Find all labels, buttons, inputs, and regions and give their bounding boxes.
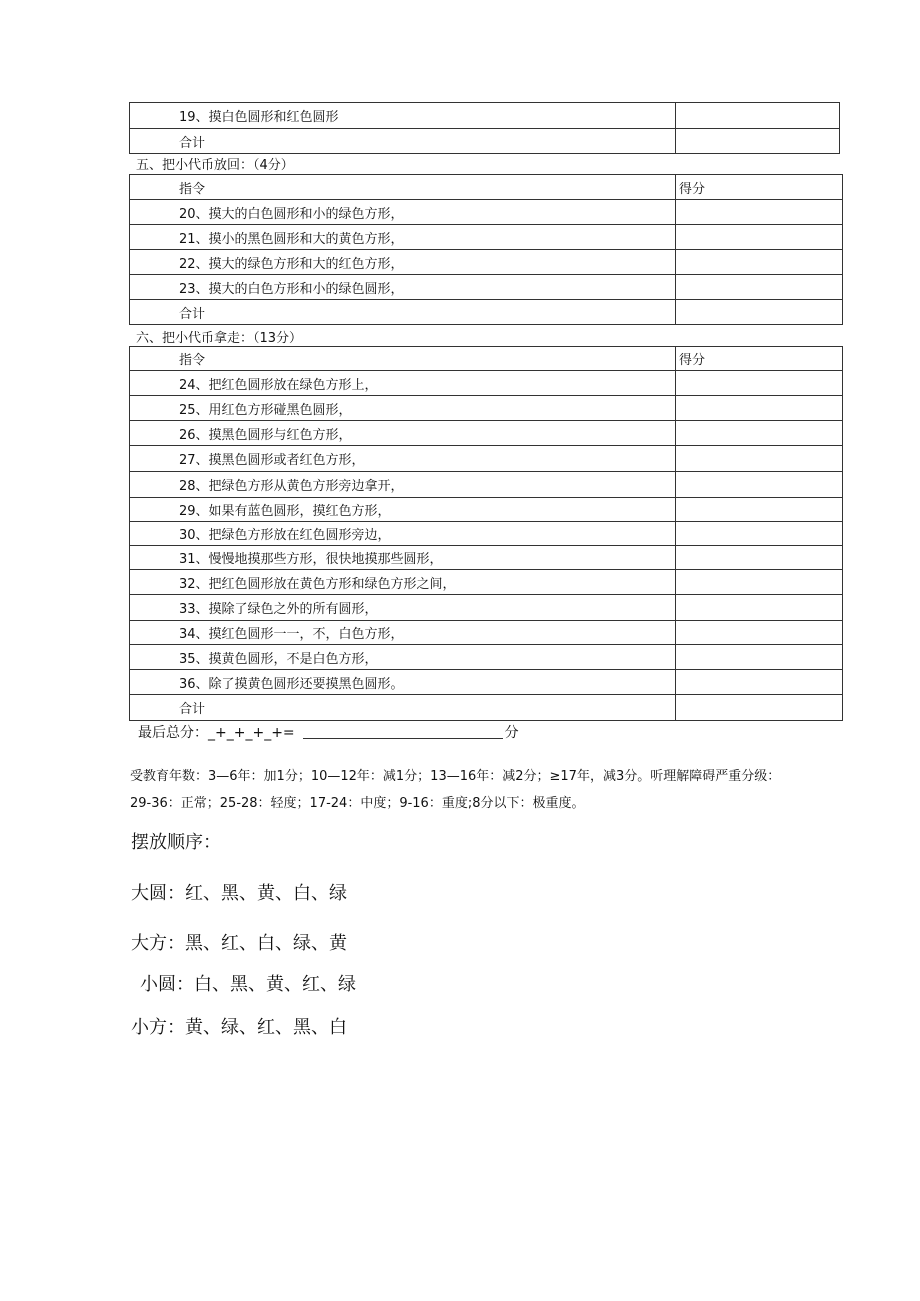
score-cell[interactable] bbox=[676, 695, 843, 721]
table-row bbox=[130, 570, 843, 595]
placement-line: 大方：黑、红、白、绿、黄 bbox=[131, 933, 347, 954]
instruction-cell: 25、用红色方形碰黑色圆形， bbox=[130, 396, 676, 421]
header-score: 得分 bbox=[676, 175, 843, 200]
table-row bbox=[130, 498, 843, 522]
table-row bbox=[130, 200, 843, 225]
table-row bbox=[130, 129, 840, 154]
table-row bbox=[130, 621, 843, 645]
instruction-cell: 32、把红色圆形放在黄色方形和绿色方形之间， bbox=[130, 570, 676, 595]
instruction-cell: 21、摸小的黑色圆形和大的黄色方形， bbox=[130, 225, 676, 250]
score-cell[interactable] bbox=[676, 371, 843, 396]
scoring-note: 受教育年数：3—6年：加1分；10—12年：减1分；13—16年：减2分；≥17年，减3分。听理解障碍严重分级：29-36：正常；25-28：轻度；17-24：中度；9-16：重度;8分以下：极重度。 bbox=[130, 769, 781, 811]
score-cell[interactable] bbox=[676, 300, 843, 325]
table-header-row bbox=[130, 347, 843, 371]
table-section4-tail bbox=[129, 102, 840, 154]
table-row bbox=[130, 670, 843, 695]
score-cell[interactable] bbox=[676, 472, 843, 498]
header-score: 得分 bbox=[676, 347, 843, 371]
table-row bbox=[130, 421, 843, 446]
table-row bbox=[130, 225, 843, 250]
score-cell[interactable] bbox=[676, 570, 843, 595]
section5-title: 五、把小代币放回：（4分） bbox=[136, 158, 294, 173]
table-row bbox=[130, 522, 843, 546]
final-score-unit: 分 bbox=[504, 725, 519, 741]
instruction-cell: 20、摸大的白色圆形和小的绿色方形， bbox=[130, 200, 676, 225]
final-score-blank[interactable] bbox=[303, 724, 503, 739]
instruction-cell: 29、如果有蓝色圆形，摸红色方形， bbox=[130, 498, 676, 522]
score-cell[interactable] bbox=[676, 200, 843, 225]
instruction-cell: 36、除了摸黄色圆形还要摸黑色圆形。 bbox=[130, 670, 676, 695]
instruction-cell: 33、摸除了绿色之外的所有圆形， bbox=[130, 595, 676, 621]
instruction-cell: 35、摸黄色圆形，不是白色方形， bbox=[130, 645, 676, 670]
placement-line: 小圆：白、黑、黄、红、绿 bbox=[140, 974, 356, 995]
score-cell[interactable] bbox=[676, 446, 843, 472]
table-row bbox=[130, 250, 843, 275]
section6-title: 六、把小代币拿走：（13分） bbox=[136, 331, 303, 346]
table-header-row bbox=[130, 175, 843, 200]
score-cell[interactable] bbox=[676, 522, 843, 546]
instruction-cell: 22、摸大的绿色方形和大的红色方形， bbox=[130, 250, 676, 275]
total-cell: 合计 bbox=[130, 695, 676, 721]
table-row bbox=[130, 103, 840, 129]
score-cell[interactable] bbox=[676, 645, 843, 670]
table-row bbox=[130, 371, 843, 396]
instruction-cell: 30、把绿色方形放在红色圆形旁边， bbox=[130, 522, 676, 546]
table-section6 bbox=[129, 346, 843, 721]
instruction-cell: 24、把红色圆形放在绿色方形上， bbox=[130, 371, 676, 396]
instruction-cell: 26、摸黑色圆形与红色方形， bbox=[130, 421, 676, 446]
instruction-cell: 23、摸大的白色方形和小的绿色圆形， bbox=[130, 275, 676, 300]
score-cell[interactable] bbox=[676, 670, 843, 695]
score-cell[interactable] bbox=[676, 621, 843, 645]
header-instruction: 指令 bbox=[130, 175, 676, 200]
placement-title: 摆放顺序： bbox=[131, 832, 221, 853]
score-cell[interactable] bbox=[676, 225, 843, 250]
total-cell: 合计 bbox=[130, 300, 676, 325]
final-score-line bbox=[138, 722, 519, 742]
score-cell[interactable] bbox=[676, 250, 843, 275]
score-cell[interactable] bbox=[676, 498, 843, 522]
table-row bbox=[130, 645, 843, 670]
table-row bbox=[130, 446, 843, 472]
table-section5 bbox=[129, 174, 843, 325]
table-row bbox=[130, 300, 843, 325]
score-cell[interactable] bbox=[676, 275, 843, 300]
score-cell[interactable] bbox=[676, 546, 843, 570]
placement-line: 大圆：红、黑、黄、白、绿 bbox=[131, 883, 347, 904]
score-cell[interactable] bbox=[676, 129, 840, 154]
instruction-cell: 27、摸黑色圆形或者红色方形， bbox=[130, 446, 676, 472]
total-cell: 合计 bbox=[130, 129, 676, 154]
score-cell[interactable] bbox=[676, 103, 840, 129]
instruction-cell: 31、慢慢地摸那些方形，很快地摸那些圆形， bbox=[130, 546, 676, 570]
table-row bbox=[130, 275, 843, 300]
table-row bbox=[130, 472, 843, 498]
placement-line: 小方：黄、绿、红、黑、白 bbox=[131, 1017, 347, 1038]
score-cell[interactable] bbox=[676, 396, 843, 421]
instruction-cell: 34、摸红色圆形一一，不，白色方形， bbox=[130, 621, 676, 645]
table-row bbox=[130, 695, 843, 721]
table-row bbox=[130, 396, 843, 421]
table-row bbox=[130, 546, 843, 570]
instruction-cell: 28、把绿色方形从黄色方形旁边拿开， bbox=[130, 472, 676, 498]
instruction-cell: 19、摸白色圆形和红色圆形 bbox=[130, 103, 676, 129]
score-cell[interactable] bbox=[676, 421, 843, 446]
header-instruction: 指令 bbox=[130, 347, 676, 371]
final-score-label: 最后总分：_+_+_+_+= bbox=[138, 725, 295, 741]
score-cell[interactable] bbox=[676, 595, 843, 621]
table-row bbox=[130, 595, 843, 621]
